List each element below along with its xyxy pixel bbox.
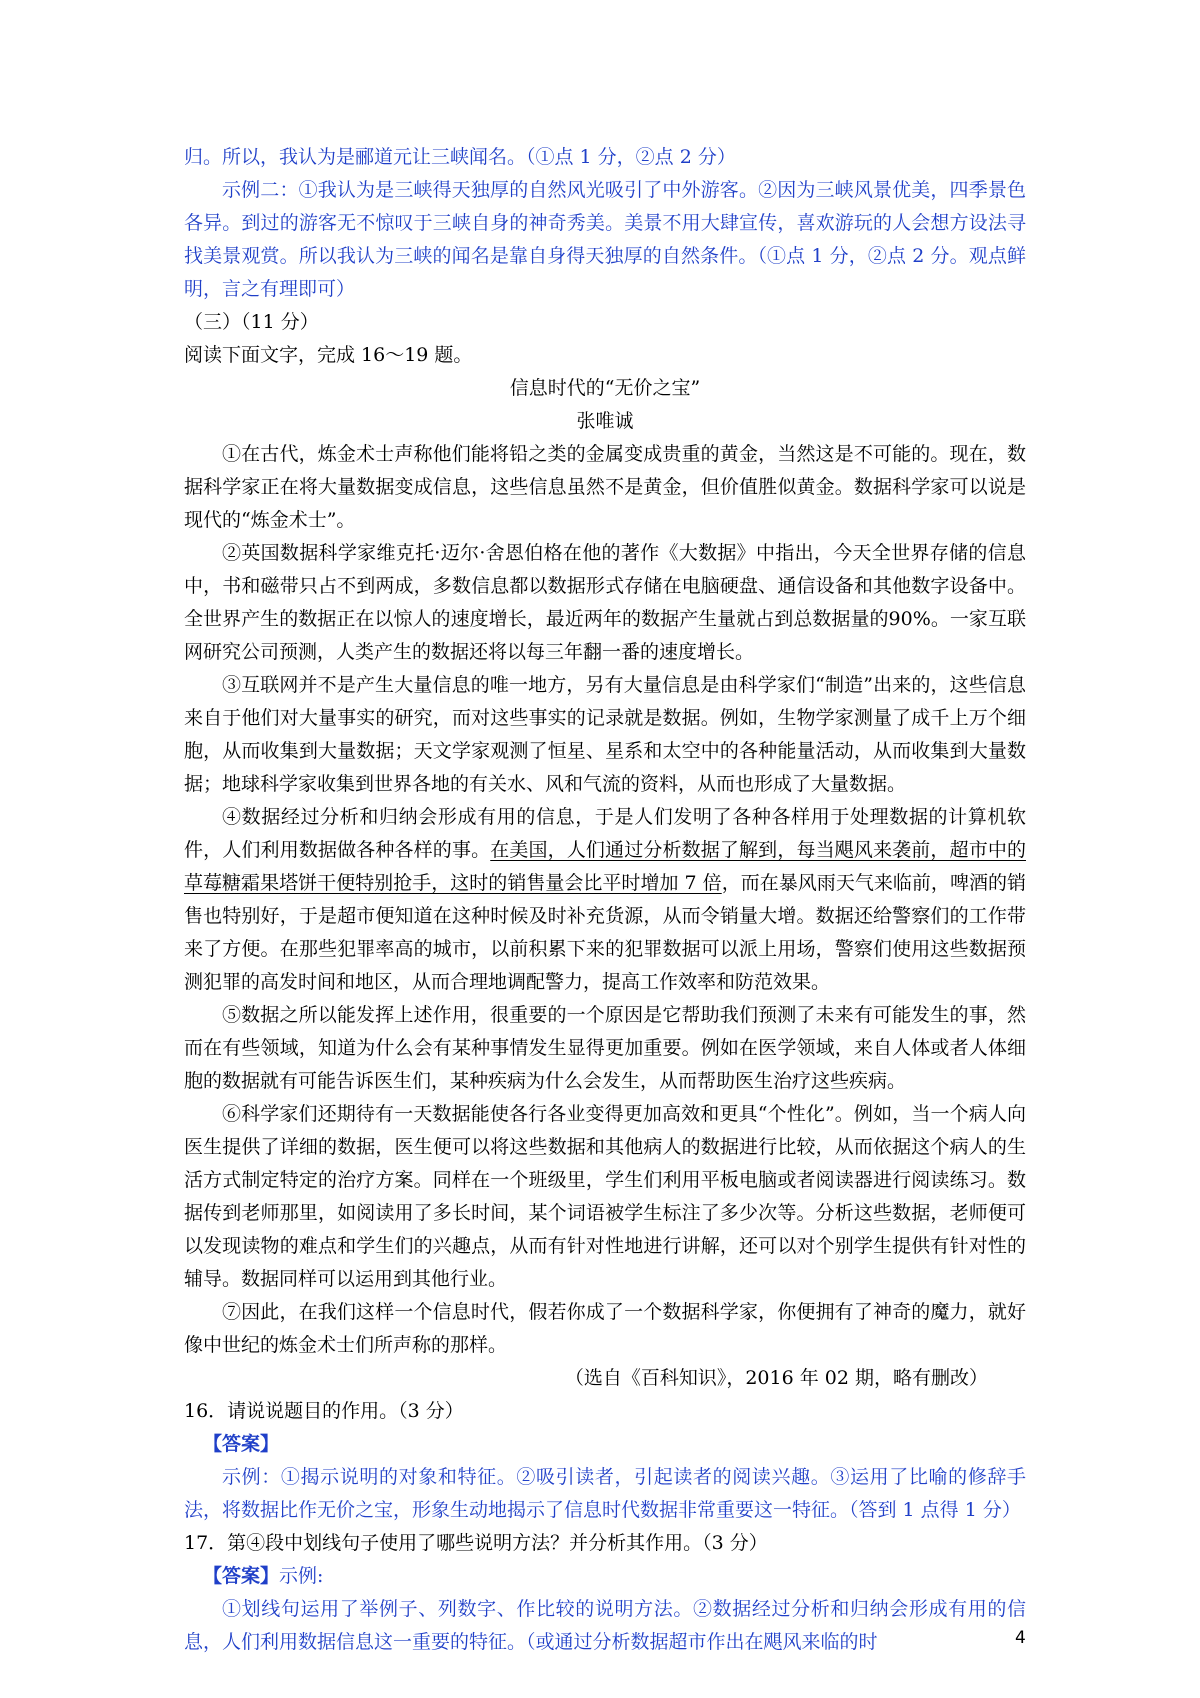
prev-answer-example-two: 示例二：①我认为是三峡得天独厚的自然风光吸引了中外游客。②因为三峡风景优美，四季景色各异。到过的游客无不惊叹于三峡自身的神奇秀美。美景不用大肆宣传，喜欢游玩的人会想方设法寻找美景观赏。所以我认为三峡的闻名是靠自身得天独厚的自然条件。（①点 1 分，②点 2 分。观点鲜明，言之有理即可） [184,179,1026,300]
article-paragraph-7: ⑦因此，在我们这样一个信息时代，假若你成了一个数据科学家，你便拥有了神奇的魔力，就好像中世纪的炼金术士们所声称的那样。 [184,1301,1026,1356]
prev-answer-line: 归。所以，我认为是郦道元让三峡闻名。（①点 1 分，②点 2 分） [184,146,736,168]
paragraph-4-tail: ，而在暴风雨天气来临前，啤酒的销售也特别好，于是超市便知道在这种时候及时补充货源，从而令销量大增。数据还给警察们的工作带来了方便。在那些犯罪率高的城市，以前积累下来的犯罪数据可以派上用场，警察们使用这些数据预测犯罪的高发时间和地区，从而合理地调配警力，提高工作效率和防范效果。 [184,872,1026,993]
question-16-answer-tag-line [184,1428,1026,1461]
article-paragraph-5: ⑤数据之所以能发挥上述作用，很重要的一个原因是它帮助我们预测了未来有可能发生的事，然而在有些领域，知道为什么会有某种事情发生显得更加重要。例如在医学领域，来自人体或者人体细胞的数据就有可能告诉医生们，某种疾病为什么会发生，从而帮助医生治疗这些疾病。 [184,1004,1026,1092]
section-label: （三）（11 分） [184,311,319,333]
article-paragraph-6: ⑥科学家们还期待有一天数据能使各行各业变得更加高效和更具“个性化”。例如，当一个病人向医生提供了详细的数据，医生便可以将这些数据和其他病人的数据进行比较，从而依据这个病人的生活方式制定特定的治疗方案。同样在一个班级里，学生们利用平板电脑或者阅读器进行阅读练习。数据传到老师那里，如阅读用了多长时间，某个词语被学生标注了多少次等。分析这些数据，老师便可以发现读物的难点和学生们的兴趣点，从而有针对性地进行讲解，还可以对个别学生提供有针对性的辅导。数据同样可以运用到其他行业。 [184,1103,1026,1290]
paragraph-4-lead: ④数据经过分析和归纳会形成有用的信息，于是人们发明了各种各样用于处理数据的计算机软件，人们利用数据做各种各样的事。 [184,806,1026,861]
question-17: 17．第④段中划线句子使用了哪些说明方法？并分析其作用。（3 分） [184,1532,768,1554]
question-16: 16．请说说题目的作用。（3 分） [184,1400,464,1422]
article-paragraph-2: ②英国数据科学家维克托·迈尔·舍恩伯格在他的著作《大数据》中指出，今天全世界存储的信息中，书和磁带只占不到两成，多数信息都以数据形式存储在电脑硬盘、通信设备和其他数字设备中。全世界产生的数据正在以惊人的速度增长，最近两年的数据产生量就占到总数据量的90%。一家互联网研究公司预测，人类产生的数据还将以每三年翻一番的速度增长。 [184,542,1026,663]
article-source: （选自《百科知识》，2016 年 02 期，略有删改） [564,1367,988,1389]
question-16-answer: 示例：①揭示说明的对象和特征。②吸引读者，引起读者的阅读兴趣。③运用了比喻的修辞手法，将数据比作无价之宝，形象生动地揭示了信息时代数据非常重要这一特征。（答到 1 点得 1 分） [184,1466,1026,1521]
page-content [184,141,1026,1659]
question-17-answer: ①划线句运用了举例子、列数字、作比较的说明方法。②数据经过分析和归纳会形成有用的信息，人们利用数据信息这一重要的特征。（或通过分析数据超市作出在飓风来临的时 [184,1598,1026,1653]
answer-tag: 【答案】 [203,1433,280,1455]
article-paragraph-1: ①在古代，炼金术士声称他们能将铅之类的金属变成贵重的黄金，当然这是不可能的。现在，数据科学家正在将大量数据变成信息，这些信息虽然不是黄金，但价值胜似黄金。数据科学家可以说是现代的“炼金术士”。 [184,443,1026,531]
article-paragraph-4 [184,801,1026,999]
answer-tag: 【答案】 [203,1565,280,1587]
article-title: 信息时代的“无价之宝” [509,377,701,399]
article-author: 张唯诚 [576,410,634,432]
article-paragraph-3: ③互联网并不是产生大量信息的唯一地方，另有大量信息是由科学家们“制造”出来的，这些信息来自于他们对大量事实的研究，而对这些事实的记录就是数据。例如，生物学家测量了成千上万个细胞，从而收集到大量数据；天文学家观测了恒星、星系和太空中的各种能量活动，从而收集到大量数据；地球科学家收集到世界各地的有关水、风和气流的资料，从而也形成了大量数据。 [184,674,1026,795]
question-17-answer-tag-line [184,1560,1026,1593]
page-number: 4 [1015,1628,1026,1648]
answer-lead: 示例: [279,1565,324,1587]
underlined-sentence: 在美国，人们通过分析数据了解到，每当飓风来袭前，超市中的草莓糖霜果塔饼干便特别抢手，这时的销售量会比平时增加 7 倍 [184,839,1026,894]
section-instruction: 阅读下面文字，完成 16～19 题。 [184,344,473,366]
